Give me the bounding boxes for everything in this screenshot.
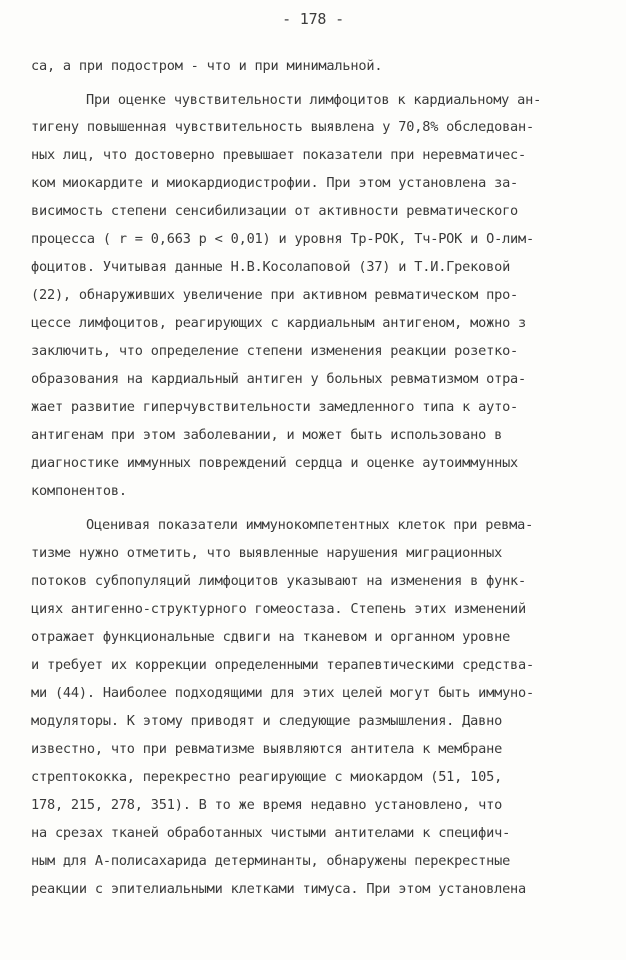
text-line: фоцитов. Учитывая данные Н.В.Косолаповой (37) и Т.И.Грековой bbox=[31, 259, 511, 275]
text-line: са, а при подостром - что и при минимальной. bbox=[31, 58, 383, 74]
text-line: (22), обнаруживших увеличение при активном ревматическом про- bbox=[31, 287, 519, 303]
text-line: потоков субпопуляций лимфоцитов указывают на изменения в функ- bbox=[31, 573, 527, 589]
text-line: отражает функциональные сдвиги на тканевом и органном уровне bbox=[31, 629, 511, 645]
text-line: циях антигенно-структурного гомеостаза. Степень этих изменений bbox=[31, 601, 527, 617]
text-line: и требует их коррекции определенными терапевтическими средства- bbox=[31, 657, 535, 673]
paragraph-first-line: При оценке чувствительности лимфоцитов к кардиальному ан- bbox=[86, 92, 542, 108]
text-line: антигенам при этом заболевании, и может быть использовано в bbox=[31, 427, 503, 443]
text-line: ных лиц, что достоверно превышает показатели при неревматичес- bbox=[31, 147, 527, 163]
page-number: - 178 - bbox=[282, 10, 344, 28]
text-line: заключить, что определение степени изменения реакции розетко- bbox=[31, 343, 519, 359]
text-line: диагностике иммунных повреждений сердца и оценке аутоиммунных bbox=[31, 455, 519, 471]
text-line: процесса ( r = 0,663 p < 0,01) и уровня Tp-РОК, Tч-РОК и О-лим- bbox=[31, 231, 535, 247]
text-line: жает развитие гиперчувствительности замедленного типа к ауто- bbox=[31, 399, 519, 415]
text-line: 178, 215, 278, 351). В то же время недавно установлено, что bbox=[31, 797, 503, 813]
text-line: ми (44). Наиболее подходящими для этих целей могут быть иммуно- bbox=[31, 685, 535, 701]
text-line: известно, что при ревматизме выявляются антитела к мембране bbox=[31, 741, 503, 757]
text-line: тизме нужно отметить, что выявленные нарушения миграционных bbox=[31, 545, 503, 561]
text-line: ком миокардите и миокардиодистрофии. При этом установлена за- bbox=[31, 175, 519, 191]
text-line: висимость степени сенсибилизации от активности ревматического bbox=[31, 203, 519, 219]
text-line: стрептококка, перекрестно реагирующие с миокардом (51, 105, bbox=[31, 769, 503, 785]
text-line: модуляторы. К этому приводят и следующие размышления. Давно bbox=[31, 713, 503, 729]
text-line: ным для А-полисахарида детерминанты, обнаружены перекрестные bbox=[31, 853, 511, 869]
text-line: компонентов. bbox=[31, 483, 127, 499]
text-line: образования на кардиальный антиген у больных ревматизмом отра- bbox=[31, 371, 527, 387]
text-line: реакции с эпителиальными клетками тимуса. При этом установлена bbox=[31, 881, 527, 897]
paragraph-first-line: Оценивая показатели иммунокомпетентных клеток при ревма- bbox=[86, 517, 534, 533]
text-line: тигену повышенная чувствительность выявлена у 70,8% обследован- bbox=[31, 119, 535, 135]
text-line: цессе лимфоцитов, реагирующих с кардиальным антигеном, можно з bbox=[31, 315, 527, 331]
text-line: на срезах тканей обработанных чистыми антителами к специфич- bbox=[31, 825, 511, 841]
